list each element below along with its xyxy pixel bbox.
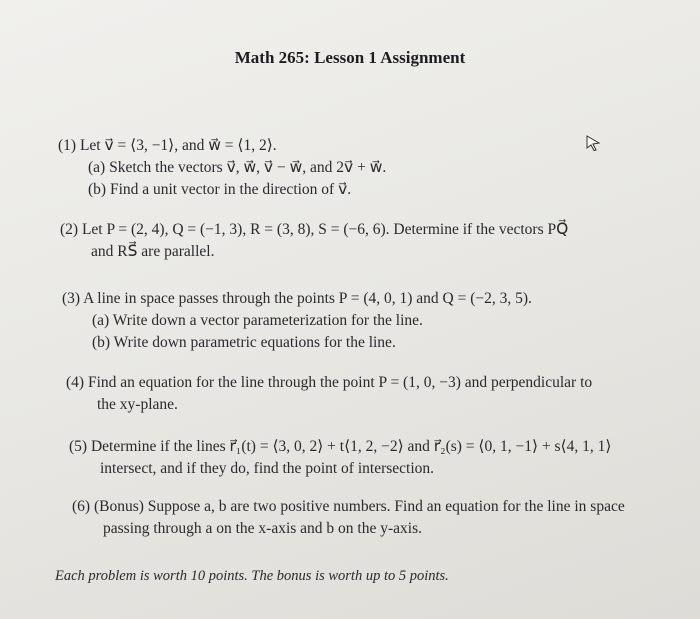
problem-4 bbox=[66, 372, 592, 416]
problem-5-line-1: (5) Determine if the lines r⃗₁(t) = ⟨3, 0, 2⟩ + t⟨1, 2, −2⟩ and r⃗₂(s) = ⟨0, 1, −1⟩ + s⟨4, 1, 1⟩ bbox=[69, 438, 612, 455]
problem-3-statement: (3) A line in space passes through the points P = (4, 0, 1) and Q = (−2, 3, 5). bbox=[62, 290, 532, 307]
problem-2-line-2: and RS⃗ are parallel. bbox=[91, 243, 215, 260]
problem-6 bbox=[72, 496, 625, 540]
problem-1 bbox=[58, 135, 386, 201]
problem-4-line-1: (4) Find an equation for the line through the point P = (1, 0, −3) and perpendicular to bbox=[66, 374, 593, 391]
problem-3 bbox=[62, 288, 532, 354]
mouse-cursor-icon bbox=[586, 135, 600, 151]
problem-5 bbox=[69, 436, 611, 480]
problem-1-statement: (1) Let v⃗ = ⟨3, −1⟩, and w⃗ = ⟨1, 2⟩. bbox=[58, 137, 277, 154]
problem-5-line-2: intersect, and if they do, find the point of intersection. bbox=[100, 460, 435, 477]
problem-1a: (a) Sketch the vectors v⃗, w⃗, v⃗ − w⃗, and 2v⃗ + w⃗. bbox=[88, 159, 387, 176]
problem-6-line-2: passing through a on the x-axis and b on the y-axis. bbox=[103, 520, 422, 537]
grading-note: Each problem is worth 10 points. The bonus is worth up to 5 points. bbox=[55, 568, 449, 584]
page-title: Math 265: Lesson 1 Assignment bbox=[234, 48, 466, 67]
problem-3a: (a) Write down a vector parameterization for the line. bbox=[92, 312, 423, 329]
problem-4-line-2: the xy-plane. bbox=[97, 396, 178, 413]
problem-2 bbox=[60, 219, 568, 263]
problem-1b: (b) Find a unit vector in the direction of v⃗. bbox=[88, 181, 352, 198]
problem-3b: (b) Write down parametric equations for the line. bbox=[92, 334, 396, 351]
problem-2-line-1: (2) Let P = (2, 4), Q = (−1, 3), R = (3, 8), S = (−6, 6). Determine if the vectors PQ⃗ bbox=[60, 221, 569, 238]
problem-6-line-1: (6) (Bonus) Suppose a, b are two positive numbers. Find an equation for the line in space bbox=[72, 498, 625, 515]
